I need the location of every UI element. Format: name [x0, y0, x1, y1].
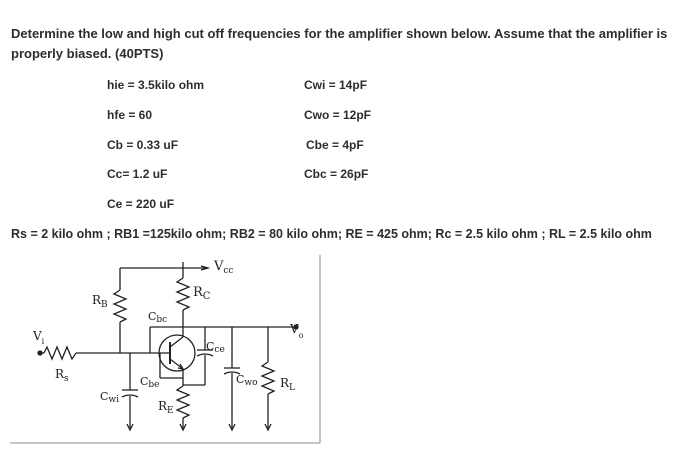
label-cwo: Cwo — [236, 373, 258, 388]
label-vcc: $V_{cc}$ — [214, 259, 234, 276]
resistor-values: Rs = 2 kilo ohm ; RB1 =125kilo ohm; RB2 = 80 kilo ohm; RE = 425 ohm; Rc = 2.5 kilo ohm ; RL = 2.5 kilo ohm — [11, 227, 652, 241]
label-vo: $V_o$ — [290, 322, 304, 340]
param-cbc: Cbc = 26pF — [304, 167, 369, 181]
label-rb: $R_B$ — [92, 293, 108, 310]
param-cbe: Cbe = 4pF — [306, 138, 364, 152]
label-rl: $R_L$ — [280, 376, 296, 393]
param-cc: Cc= 1.2 uF — [107, 167, 168, 181]
param-hfe: hfe = 60 — [107, 108, 153, 122]
label-cbc: Cbc — [148, 310, 168, 325]
label-cwi: Cwi — [100, 390, 120, 405]
param-cwo: Cwo = 12pF — [304, 108, 372, 122]
question-text: Determine the low and high cut off frequencies for the amplifier shown below. Assume that the amplifier is properly biased. (40PTS) — [11, 26, 668, 61]
label-cce: Cce — [206, 340, 225, 355]
label-vi: $V_i$ — [33, 329, 45, 346]
param-cwi: Cwi = 14pF — [304, 78, 368, 92]
param-ce: Ce = 220 uF — [107, 197, 175, 211]
label-rs: $R_s$ — [55, 367, 69, 384]
label-cbe: Cbe — [140, 375, 160, 390]
param-cb: Cb = 0.33 uF — [107, 138, 179, 152]
label-re: $R_E$ — [158, 399, 174, 416]
param-hie: hie = 3.5kilo ohm — [107, 78, 205, 92]
label-rc: $R_C$ — [193, 285, 211, 302]
